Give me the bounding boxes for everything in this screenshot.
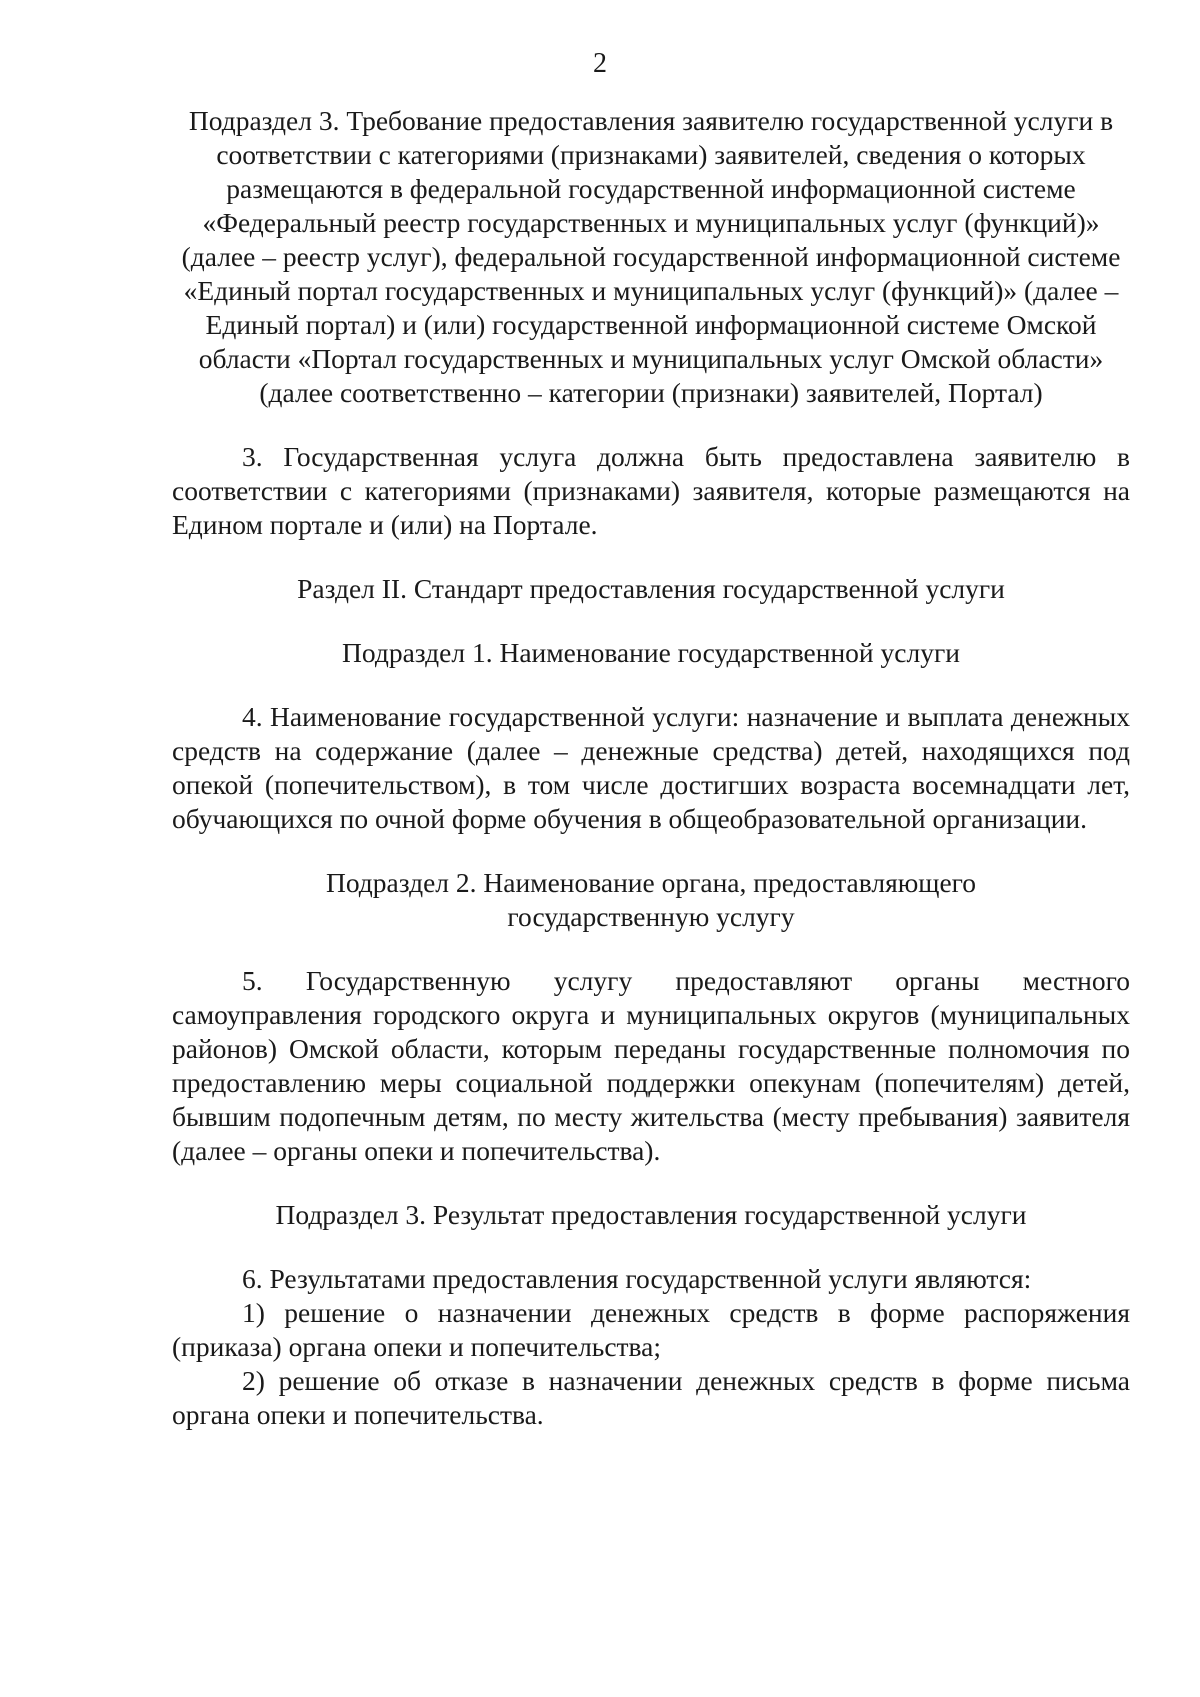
subsection-2-title-line1: Подраздел 2. Наименование органа, предоставляющего [325,867,977,898]
paragraph-6: 6. Результатами предоставления государственной услуги являются: [242,1263,1032,1294]
subsection-2-title-line2: государственную услугу [507,901,795,932]
paragraph-6-item-1: 1) решение о назначении денежных средств в форме распоряжения (приказа) органа опеки и попечительства; [172,1297,1130,1362]
paragraph-3: 3. Государственная услуга должна быть предоставлена заявителю в соответствии с категориями (признаками) заявителя, которые размещаются на Едином портале и (или) на Портале. [172,441,1130,540]
subsection-2-title [172,866,1130,934]
document-body [172,104,1130,1432]
subsection-3-title: Подраздел 3. Требование предоставления заявителю государственной услуги в соответствии с категориями (признаками) заявителей, сведения о которых размещаются в федеральной государственной информационной системе «Федеральный реестр государственных и муниципальных услуг (функций)» (далее – реестр услуг), федеральной государственной информационной системе «Единый портал государственных и муниципальных услуг (функций)» (далее – Единый портал) и (или) государственной информационной системе Омской области «Портал государственных и муниципальных услуг Омской области» (далее соответственно – категории (признаки) заявителей, Портал) [181,105,1121,408]
paragraph-6-item-2: 2) решение об отказе в назначении денежных средств в форме письма органа опеки и попечительства. [172,1365,1130,1430]
subsection-3-result-title: Подраздел 3. Результат предоставления государственной услуги [275,1199,1027,1230]
section-2-title: Раздел II. Стандарт предоставления государственной услуги [297,573,1005,604]
subsection-1-title: Подраздел 1. Наименование государственной услуги [342,637,960,668]
paragraph-5: 5. Государственную услугу предоставляют органы местного самоуправления городского округа и муниципальных округов (муниципальных районов) Омской области, которым переданы государственные полномочия по предоставлению меры социальной поддержки опекунам (попечителям) детей, бывшим подопечным детям, по месту жительства (месту пребывания) заявителя (далее – органы опеки и попечительства). [172,965,1130,1166]
paragraph-4: 4. Наименование государственной услуги: назначение и выплата денежных средств на содержание (далее – денежные средства) детей, находящихся под опекой (попечительством), в том числе достигших возраста восемнадцати лет, обучающихся по очной форме обучения в общеобразовательной организации. [172,701,1130,834]
page-number: 2 [593,48,607,79]
